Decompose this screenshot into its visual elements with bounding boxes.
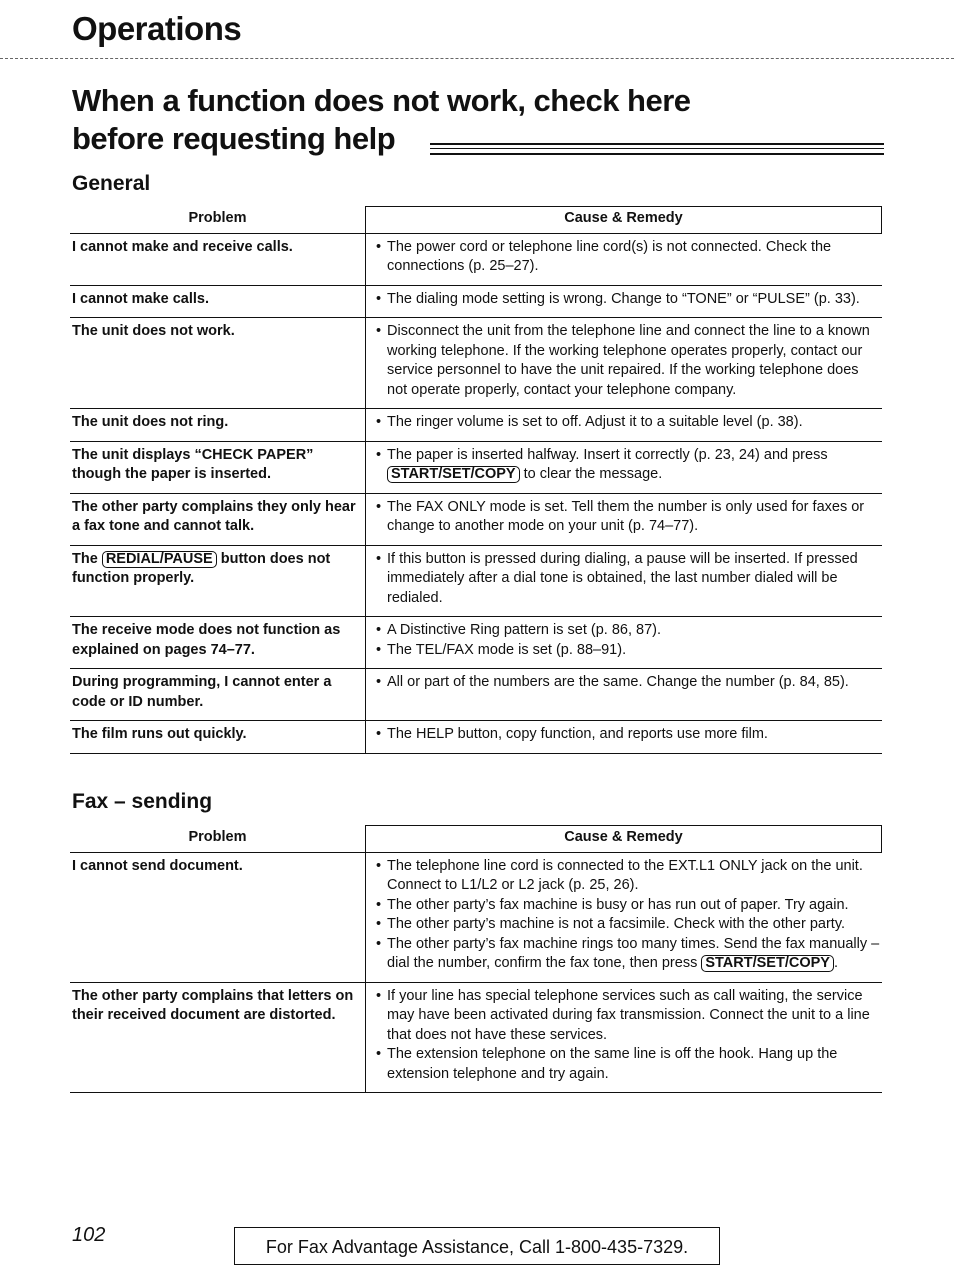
- cause-cell: [366, 545, 882, 617]
- cause-cell: [366, 982, 882, 1093]
- remedy-item: • All or part of the numbers are the same. Change the number (p. 84, 85).: [376, 673, 882, 693]
- table-row: [70, 669, 882, 721]
- page-number: 102: [72, 1224, 106, 1246]
- problem-cell: The other party complains that letters on their received document are distorted.: [70, 982, 366, 1093]
- remedy-item: • The dialing mode setting is wrong. Change to “TONE” or “PULSE” (p. 33).: [376, 290, 882, 310]
- problem-cell: The receive mode does not function as explained on pages 74–77.: [70, 617, 366, 669]
- fax-sending-table-body: [70, 852, 882, 1093]
- problem-cell: The unit does not work.: [70, 318, 366, 409]
- cause-cell: [366, 318, 882, 409]
- title-rule: [430, 143, 884, 155]
- fax-col-problem: Problem: [70, 826, 366, 853]
- table-row: [70, 721, 882, 754]
- table-row: [70, 493, 882, 545]
- remedy-item: • The TEL/FAX mode is set (p. 88–91).: [376, 641, 882, 661]
- cause-cell: [366, 409, 882, 442]
- cause-cell: [366, 233, 882, 285]
- problem-cell: The film runs out quickly.: [70, 721, 366, 754]
- table-row: [70, 233, 882, 285]
- page-title-line-2: before requesting help: [72, 121, 396, 156]
- page-title-line-1: When a function does not work, check here: [72, 83, 691, 118]
- remedy-item: • The extension telephone on the same line is off the hook. Hang up the extension telephone and try again.: [376, 1045, 882, 1084]
- remedy-item: • If your line has special telephone services such as call waiting, the service may have been activated during fax transmission. Connect the unit to a line that does not have these services.: [376, 987, 882, 1046]
- general-header-row: [70, 207, 882, 234]
- table-row: [70, 545, 882, 617]
- remedy-item: • The other party’s fax machine is busy or has run out of paper. Try again.: [376, 896, 882, 916]
- cause-cell: [366, 852, 882, 982]
- section-header: Operations: [72, 10, 242, 47]
- assistance-box: For Fax Advantage Assistance, Call 1-800-435-7329.: [234, 1227, 720, 1265]
- remedy-item: • A Distinctive Ring pattern is set (p. 86, 87).: [376, 621, 882, 641]
- table-row: [70, 409, 882, 442]
- problem-cell: The unit displays “CHECK PAPER” though the paper is inserted.: [70, 441, 366, 493]
- cause-cell: [366, 617, 882, 669]
- fax-sending-heading: Fax – sending: [72, 790, 213, 813]
- remedy-item: • The HELP button, copy function, and reports use more film.: [376, 725, 882, 745]
- general-col-problem: Problem: [70, 207, 366, 234]
- cause-cell: [366, 669, 882, 721]
- table-row: [70, 852, 882, 982]
- cause-cell: [366, 441, 882, 493]
- table-row: [70, 982, 882, 1093]
- table-row: [70, 285, 882, 318]
- problem-cell: The REDIAL/PAUSE button does not function properly.: [70, 545, 366, 617]
- cause-cell: [366, 285, 882, 318]
- remedy-item: • If this button is pressed during dialing, a pause will be inserted. If pressed immediately after a dial tone is obtained, the last number dialed will be redialed.: [376, 550, 882, 609]
- remedy-item: • The paper is inserted halfway. Insert it correctly (p. 23, 24) and press START/SET/COPY to clear the message.: [376, 446, 882, 485]
- remedy-item: • The other party’s machine is not a facsimile. Check with the other party.: [376, 915, 882, 935]
- problem-cell: The other party complains they only hear a fax tone and cannot talk.: [70, 493, 366, 545]
- general-table: [70, 206, 882, 754]
- problem-cell: I cannot send document.: [70, 852, 366, 982]
- problem-cell: The unit does not ring.: [70, 409, 366, 442]
- header-rule: [0, 58, 954, 59]
- table-row: [70, 617, 882, 669]
- cause-cell: [366, 721, 882, 754]
- remedy-item: • The power cord or telephone line cord(s) is not connected. Check the connections (p. 25–27).: [376, 238, 882, 277]
- fax-header-row: [70, 826, 882, 853]
- problem-cell: During programming, I cannot enter a code or ID number.: [70, 669, 366, 721]
- key-label: START/SET/COPY: [701, 955, 834, 972]
- remedy-item: • The FAX ONLY mode is set. Tell them the number is only used for faxes or change to another mode on your unit (p. 74–77).: [376, 498, 882, 537]
- general-col-cause: Cause & Remedy: [366, 207, 882, 234]
- problem-cell: I cannot make calls.: [70, 285, 366, 318]
- general-heading: General: [72, 172, 151, 195]
- key-label: START/SET/COPY: [387, 466, 520, 483]
- remedy-item: • The ringer volume is set to off. Adjust it to a suitable level (p. 38).: [376, 413, 882, 433]
- remedy-item: • Disconnect the unit from the telephone line and connect the line to a known working telephone. If the working telephone operates properly, contact our service personnel to have the unit repaired. If the working telephone does not operate properly, contact your telephone company.: [376, 322, 882, 400]
- fax-sending-table: [70, 825, 882, 1093]
- cause-cell: [366, 493, 882, 545]
- remedy-item: • The telephone line cord is connected to the EXT.L1 ONLY jack on the unit. Connect to L1/L2 or L2 jack (p. 25, 26).: [376, 857, 882, 896]
- general-table-body: [70, 233, 882, 753]
- fax-col-cause: Cause & Remedy: [366, 826, 882, 853]
- key-label: REDIAL/PAUSE: [102, 551, 217, 568]
- problem-cell: I cannot make and receive calls.: [70, 233, 366, 285]
- table-row: [70, 318, 882, 409]
- remedy-item: • The other party’s fax machine rings too many times. Send the fax manually – dial the number, confirm the fax tone, then press START/SET/COPY .: [376, 935, 882, 974]
- table-row: [70, 441, 882, 493]
